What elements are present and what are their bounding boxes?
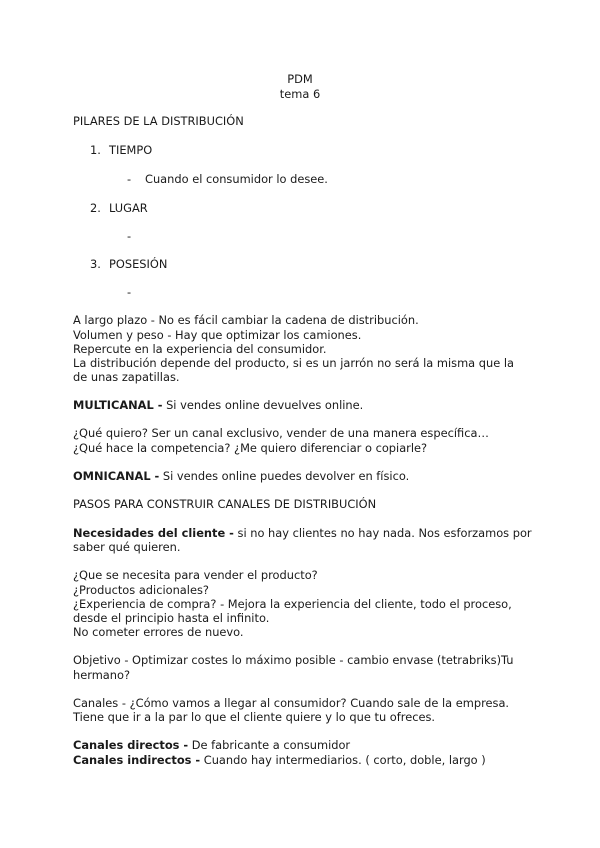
objetivo-line: hermano? [73,668,131,682]
omnicanal-text: Si vendes online puedes devolver en físico. [159,469,410,483]
canales-line: Tiene que ir a la par lo que el cliente quiere y lo que tu ofreces. [73,710,436,724]
question-line: ¿Qué quiero? Ser un canal exclusivo, vender de una manera específica… [73,426,489,440]
bullet-dash: - [127,172,132,186]
canales-indirectos-term: Canales indirectos - [73,753,201,767]
list-item-lugar: LUGAR [109,201,148,215]
needs-text-cont: saber qué quieren. [73,540,181,554]
note-line: de unas zapatillas. [73,370,180,384]
list-number: 2. [90,201,101,215]
list-number: 1. [90,143,101,157]
list-line: desde el principio hasta el infinito. [73,611,270,625]
needs-text: si no hay clientes no hay nada. Nos esforzamos por [233,526,532,540]
objetivo-line: Objetivo - Optimizar costes lo máximo posible - cambio envase (tetrabriks)Tu [73,653,514,667]
list-item-tiempo: TIEMPO [109,143,153,157]
needs-paragraph [73,526,532,541]
multicanal-paragraph [73,398,363,413]
section-heading-pasos: PASOS PARA CONSTRUIR CANALES DE DISTRIBUCIÓN [73,497,377,511]
question-line: ¿Qué hace la competencia? ¿Me quiero diferenciar o copiarle? [73,441,428,455]
doc-subtitle: tema 6 [279,87,321,101]
multicanal-text: Si vendes online devuelves online. [162,398,364,412]
list-item-posesion: POSESIÓN [109,257,168,271]
canales-indirectos-paragraph [73,753,486,768]
canales-indirectos-text: Cuando hay intermediarios. ( corto, doble, largo ) [200,753,486,767]
note-line: La distribución depende del producto, si es un jarrón no será la misma que la [73,356,515,370]
doc-title: PDM [287,72,313,86]
omnicanal-term: OMNICANAL - [73,469,160,483]
list-line: ¿Experiencia de compra? - Mejora la experiencia del cliente, todo el proceso, [73,597,512,611]
list-line: No cometer errores de nuevo. [73,625,244,639]
needs-term: Necesidades del cliente - [73,526,234,540]
multicanal-term: MULTICANAL - [73,398,163,412]
bullet-text: Cuando el consumidor lo desee. [145,172,328,186]
list-line: ¿Que se necesita para vender el producto? [73,568,318,582]
note-line: A largo plazo - No es fácil cambiar la cadena de distribución. [73,313,419,327]
list-number: 3. [90,257,101,271]
note-line: Volumen y peso - Hay que optimizar los camiones. [73,328,362,342]
bullet-dash: - [127,229,132,243]
section-heading-pilares: PILARES DE LA DISTRIBUCIÓN [73,114,244,128]
list-line: ¿Productos adicionales? [73,583,209,597]
canales-line: Canales - ¿Cómo vamos a llegar al consumidor? Cuando sale de la empresa. [73,696,510,710]
canales-directos-term: Canales directos - [73,738,189,752]
note-line: Repercute en la experiencia del consumidor. [73,342,327,356]
canales-directos-paragraph [73,738,350,753]
canales-directos-text: De fabricante a consumidor [188,738,351,752]
omnicanal-paragraph [73,469,409,484]
bullet-dash: - [127,285,132,299]
